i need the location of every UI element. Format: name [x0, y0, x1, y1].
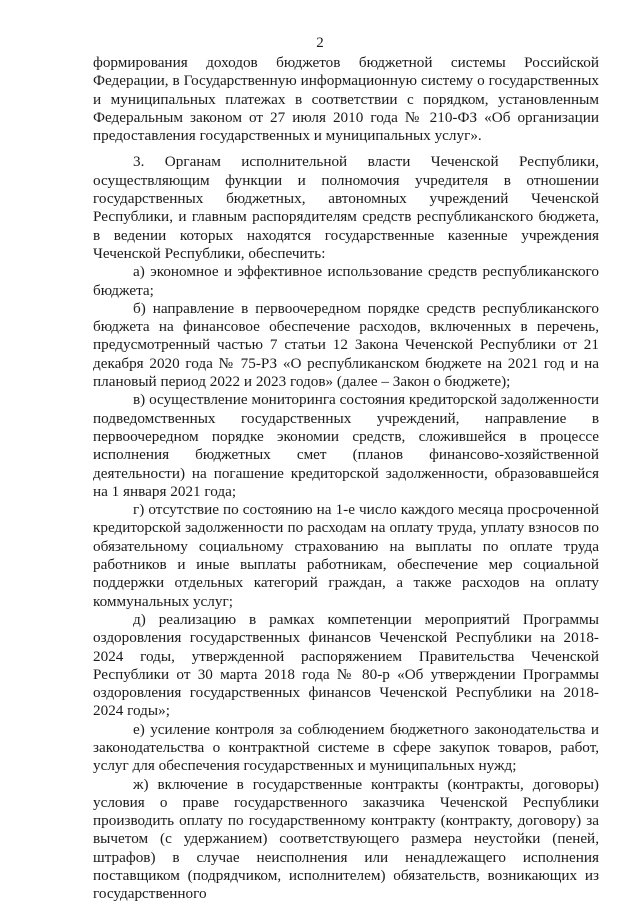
paragraph-subitem-d: д) реализацию в рамках компетенции мероприятий Программы оздоровления государственных финансов Чеченской Республики на 2018-2024 годы, утвержденной распоряжением Правительства Чеченской Республики от 30 марта 2018 года № 80-р «Об утверждении Программы оздоровления государственных финансов Чеченской Республики на 2018-2024 годы»; [93, 610, 599, 720]
page-number: 2 [316, 35, 324, 51]
paragraph-continuation: формирования доходов бюджетов бюджетной системы Российской Федерации, в Государственную информационную систему о государственных и муниципальных платежах в соответствии с порядком, установленным Федеральным законом от 27 июля 2010 года № 210-ФЗ «Об организации предоставления государственных и муниципальных услуг». [93, 54, 599, 145]
paragraph-subitem-a: а) экономное и эффективное использование средств республиканского бюджета; [93, 263, 599, 299]
paragraph-subitem-v: в) осуществление мониторинга состояния кредиторской задолженности подведомственных государственных учреждений, направление в первоочередном порядке экономии средств, сложившейся в процессе исполнения бюджетных смет (планов финансово-хозяйственной деятельности) на погашение кредиторской задолженности, образовавшейся на 1 января 2021 года; [93, 391, 599, 500]
paragraph-subitem-e: е) усиление контроля за соблюдением бюджетного законодательства и законодательства о контрактной системе в сфере закупок товаров, работ, услуг для обеспечения государственных и муниципальных нужд; [93, 720, 599, 775]
document-body [93, 54, 599, 904]
paragraph-subitem-b: б) направление в первоочередном порядке средств республиканского бюджета на финансовое обеспечение расходов, включенных в перечень, предусмотренный частью 7 статьи 12 Закона Чеченской Республики от 21 декабря 2020 года № 75-РЗ «О республиканском бюджете на 2021 год и на плановый период 2022 и 2023 годов» (далее – Закон о бюджете); [93, 299, 599, 391]
paragraph-item-3: 3. Органам исполнительной власти Чеченской Республики, осуществляющим функции и полномочия учредителя в отношении государственных бюджетных, автономных учреждений Чеченской Республики, и главным распорядителям средств республиканского бюджета, в ведении которых находятся государственные казенные учреждения Чеченской Республики, обеспечить: [93, 153, 599, 262]
paragraph-subitem-g: г) отсутствие по состоянию на 1-е число каждого месяца просроченной кредиторской задолженности по расходам на оплату труда, уплату взносов по обязательному социальному страхованию на выплаты по оплате труда работников и иные выплаты работникам, обеспечение мер социальной поддержки отдельных категорий граждан, а также расходов на оплату коммунальных услуг; [93, 501, 599, 610]
paragraph-subitem-zh: ж) включение в государственные контракты (контракты, договоры) условия о праве государственного заказчика Чеченской Республики производить оплату по государственному контракту (контракту, договору) за вычетом (с удержанием) соответствующего размера неустойки (пеней, штрафов) в случае неисполнения или ненадлежащего исполнения поставщиком (подрядчиком, исполнителем) обязательств, возникающих из государственного [93, 775, 599, 903]
